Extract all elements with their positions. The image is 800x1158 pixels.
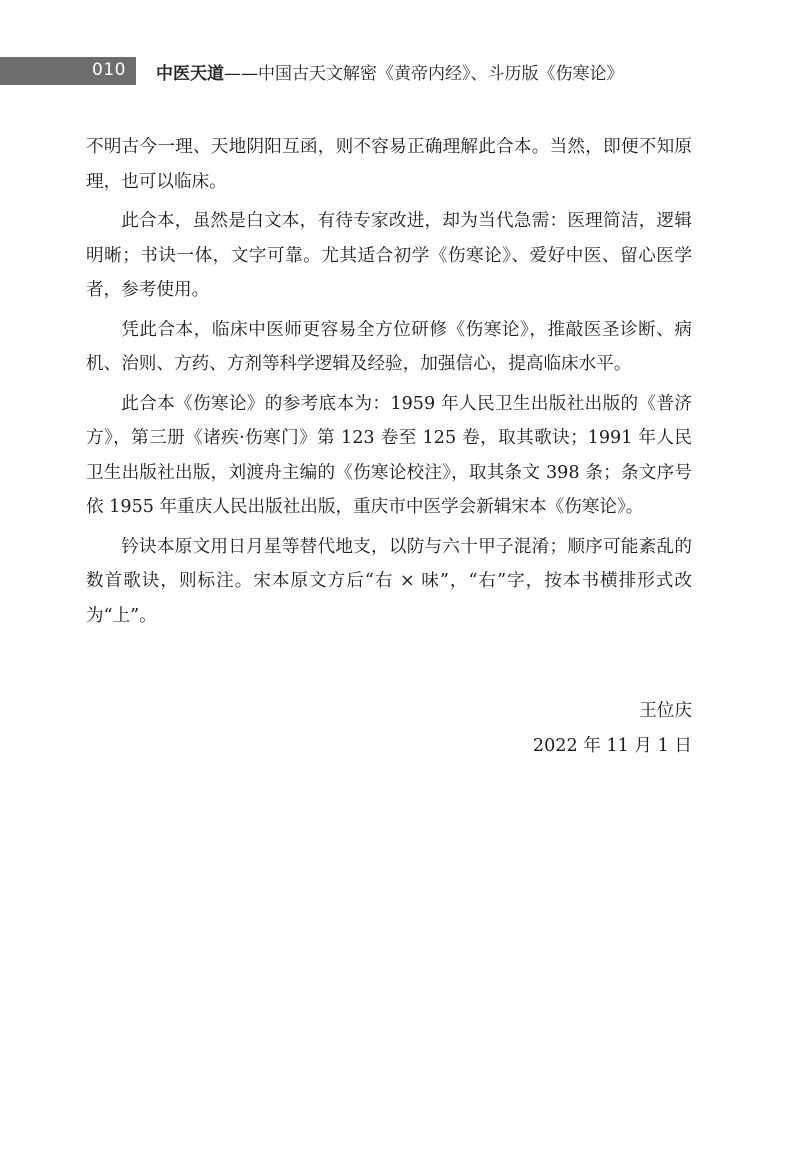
running-head bbox=[156, 59, 624, 84]
book-title: 中医天道 bbox=[156, 64, 224, 84]
page-header bbox=[0, 57, 800, 85]
paragraph-2: 此合本，虽然是白文本，有待专家改进，却为当代急需：医理简洁，逻辑明晰；书诀一体，文字可靠。尤其适合初学《伤寒论》、爱好中医、留心医学者，参考使用。 bbox=[86, 211, 692, 300]
book-subtitle: ——中国古天文解密《黄帝内经》、斗历版《伤寒论》 bbox=[224, 64, 624, 84]
paragraph-5: 钤诀本原文用日月星等替代地支，以防与六十甲子混淆；顺序可能紊乱的数首歌诀，则标注。宋本原文方后“右 × 味”，“右”字，按本书横排形式改为“上”。 bbox=[86, 536, 692, 626]
signature-block bbox=[533, 694, 692, 763]
page-number-block bbox=[0, 57, 136, 85]
paragraph-3: 凭此合本，临床中医师更容易全方位研修《伤寒论》，推敲医圣诊断、病机、治则、方药、方剂等科学逻辑及经验，加强信心，提高临床水平。 bbox=[86, 319, 692, 374]
body-text bbox=[86, 130, 692, 638]
page-number: 010 bbox=[92, 60, 126, 80]
paragraph-4: 此合本《伤寒论》的参考底本为：1959 年人民卫生出版社出版的《普济方》，第三册《诸疾·伤寒门》第 123 卷至 125 卷，取其歌诀；1991 年人民卫生出版社出版，刘渡舟主编的《伤寒论校注》，取其条文 398 条；条文序号依 1955 年重庆人民出版社出版，重庆市中医学会新辑宋本《伤寒论》。 bbox=[86, 393, 692, 517]
signature-date: 2022 年 11 月 1 日 bbox=[532, 735, 692, 756]
paragraph-1: 不明古今一理、天地阴阳互函，则不容易正确理解此合本。当然，即便不知原理，也可以临床。 bbox=[86, 137, 692, 192]
author-name: 王位庆 bbox=[639, 701, 692, 721]
